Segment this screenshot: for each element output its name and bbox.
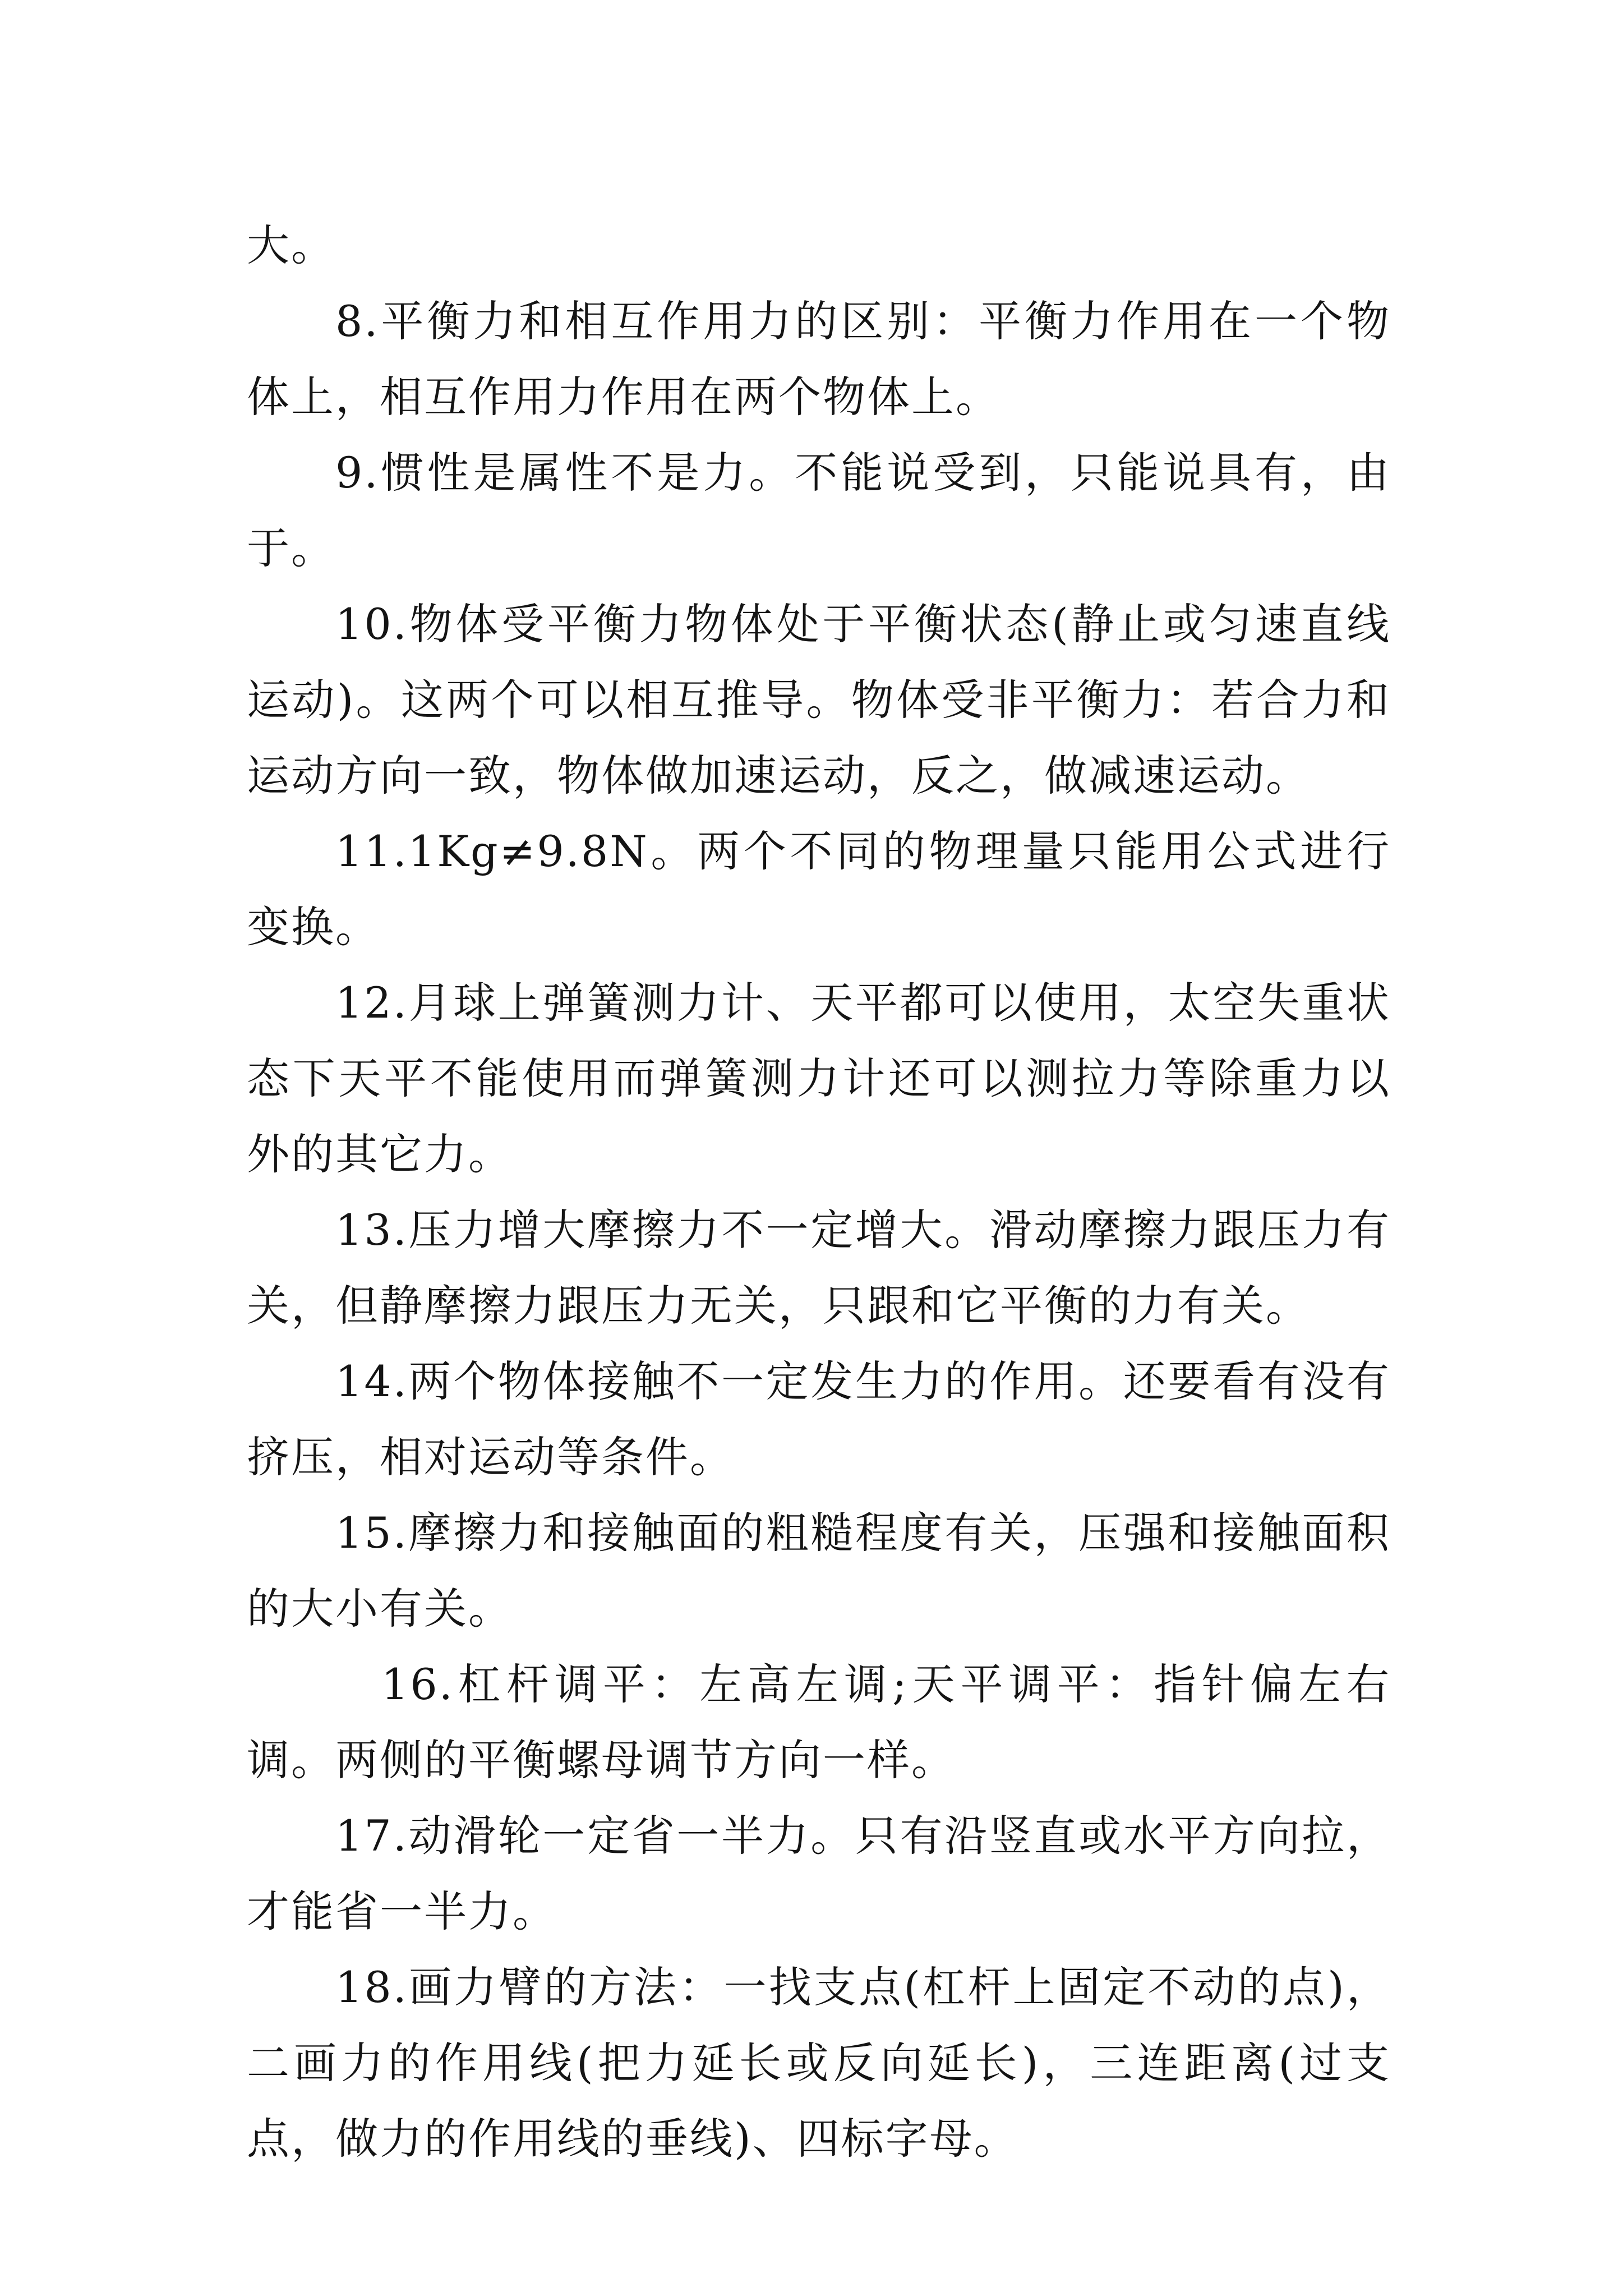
paragraph-continuation: 大。 (247, 220, 335, 270)
paragraph-item-10: 10.物体受平衡力物体处于平衡状态(静止或匀速直线运动)。这两个可以相互推导。物体受非平衡力：若合力和运动方向一致，物体做加速运动，反之，做减速运动。 (247, 599, 1391, 800)
paragraph-item-13: 13.压力增大摩擦力不一定增大。滑动摩擦力跟压力有关，但静摩擦力跟压力无关，只跟和它平衡的力有关。 (247, 1205, 1391, 1331)
paragraph-item-12: 12.月球上弹簧测力计、天平都可以使用，太空失重状态下天平不能使用而弹簧测力计还可以测拉力等除重力以外的其它力。 (247, 978, 1391, 1179)
paragraph-item-15: 15.摩擦力和接触面的粗糙程度有关，压强和接触面积的大小有关。 (247, 1508, 1391, 1634)
paragraph-item-17: 17.动滑轮一定省一半力。只有沿竖直或水平方向拉，才能省一半力。 (247, 1811, 1391, 1936)
document-body (247, 208, 1391, 2177)
paragraph-item-14: 14.两个物体接触不一定发生力的作用。还要看有没有挤压，相对运动等条件。 (247, 1356, 1391, 1482)
paragraph-item-18: 18.画力臂的方法：一找支点(杠杆上固定不动的点)，二画力的作用线(把力延长或反向延长)，三连距离(过支点，做力的作用线的垂线)、四标字母。 (247, 1962, 1391, 2164)
paragraph-item-9: 9.惯性是属性不是力。不能说受到，只能说具有，由于。 (247, 448, 1391, 573)
paragraph-item-8: 8.平衡力和相互作用力的区别：平衡力作用在一个物体上，相互作用力作用在两个物体上。 (247, 296, 1391, 422)
paragraph-item-11: 11.1Kg≠9.8N。两个不同的物理量只能用公式进行变换。 (247, 826, 1391, 952)
paragraph-item-16: 16.杠杆调平：左高左调;天平调平：指针偏左右调。两侧的平衡螺母调节方向一样。 (247, 1659, 1391, 1785)
